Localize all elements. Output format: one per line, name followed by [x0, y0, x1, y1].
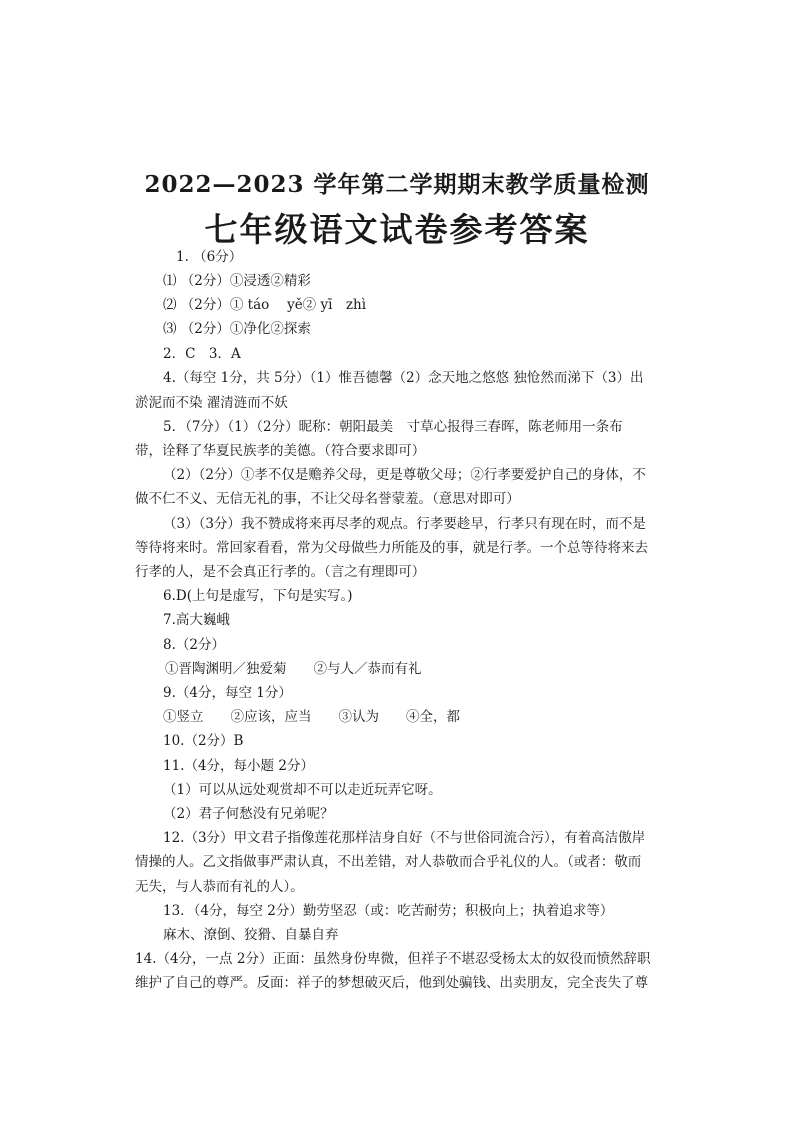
answer-line: 带，诠释了华夏民族孝的美德。（符合要求即可）: [135, 443, 426, 459]
answer-line: 12.（3分）甲文君子指像莲花那样洁身自好（不与世俗同流合污），有着高洁傲岸: [163, 830, 646, 846]
answer-line: 淤泥而不染 濯清涟而不妖: [135, 395, 288, 411]
answer-line: 无失，与人恭而有礼的人）。: [135, 879, 304, 895]
answer-line: （2）君子何愁没有兄弟呢？: [163, 806, 334, 822]
answer-line: 9.（4分，每空 1分）: [163, 685, 292, 701]
answer-line: 麻木、潦倒、狡猾、自暴自弃: [163, 927, 339, 943]
exam-title: 2022—2023 学年第二学期期末教学质量检测: [144, 171, 650, 198]
answer-line: 等待将来时。常回家看看，常为父母做些力所能及的事，就是行孝。一个总等待将来去: [135, 540, 648, 556]
answer-line: ⑴ （2分）①浸透②精彩: [163, 273, 311, 289]
answer-line: 做不仁不义、无信无礼的事，不让父母名誉蒙羞。（意思对即可）: [135, 491, 520, 507]
answer-line: （3）（3分）我不赞成将来再尽孝的观点。行孝要趁早，行孝只有现在时，而不是: [163, 516, 646, 532]
answer-line: 行孝的人，是不会真正行孝的。（言之有理即可）: [135, 564, 426, 580]
answer-line: 14.（4分，一点 2分）正面：虽然身份卑微，但祥子不堪忍受杨太太的奴役而愤然辞职: [135, 951, 651, 967]
answer-line: 维护了自己的尊严。反面：祥子的梦想破灭后，他到处骗钱、出卖朋友，完全丧失了尊: [135, 975, 648, 991]
answer-line: 情操的人。乙文指做事严肃认真，不出差错，对人恭敬而合乎礼仪的人。（或者：敬而: [135, 854, 642, 870]
answer-line: ①晋陶渊明／独爱菊 ②与人／恭而有礼: [165, 661, 422, 677]
answer-line: 8.（2分）: [163, 637, 225, 653]
answer-line: 5．（7分）（1）（2分）昵称：朝阳最美 寸草心报得三春晖，陈老师用一条布: [163, 419, 623, 435]
answer-line: ⑵ （2分）① táo yě② yī zhì: [163, 297, 367, 313]
answer-line: 11.（4分，每小题 2分）: [163, 758, 314, 774]
answer-line: 2．C 3．A: [163, 346, 241, 362]
answer-line: 6.D(上句是虚写，下句是实写。): [163, 588, 353, 604]
answer-line: ①竖立 ②应该，应当 ③认为 ④全，都: [163, 709, 460, 725]
answer-line: （2）（2分）①孝不仅是赡养父母，更是尊敬父母；②行孝要爱护自己的身体，不: [163, 467, 646, 483]
answer-line: 1. （6分）: [176, 249, 243, 265]
answer-key-title: 七年级语文试卷参考答案: [204, 210, 590, 249]
answer-line: 10.（2分）B: [163, 733, 244, 749]
answer-line: 4.（每空 1分，共 5分）（1）惟吾德馨（2）念天地之悠悠 独怆然而涕下（3）出: [163, 370, 644, 386]
answer-line: 13．（4分，每空 2分）勤劳坚忍（或：吃苦耐劳；积极向上；执着追求等）: [163, 903, 614, 919]
answer-line: （1）可以从远处观赏却不可以走近玩弄它呀。: [163, 782, 442, 798]
answer-line: ⑶ （2分）①净化②探索: [163, 321, 311, 337]
answer-line: 7.高大巍峨: [163, 612, 230, 628]
